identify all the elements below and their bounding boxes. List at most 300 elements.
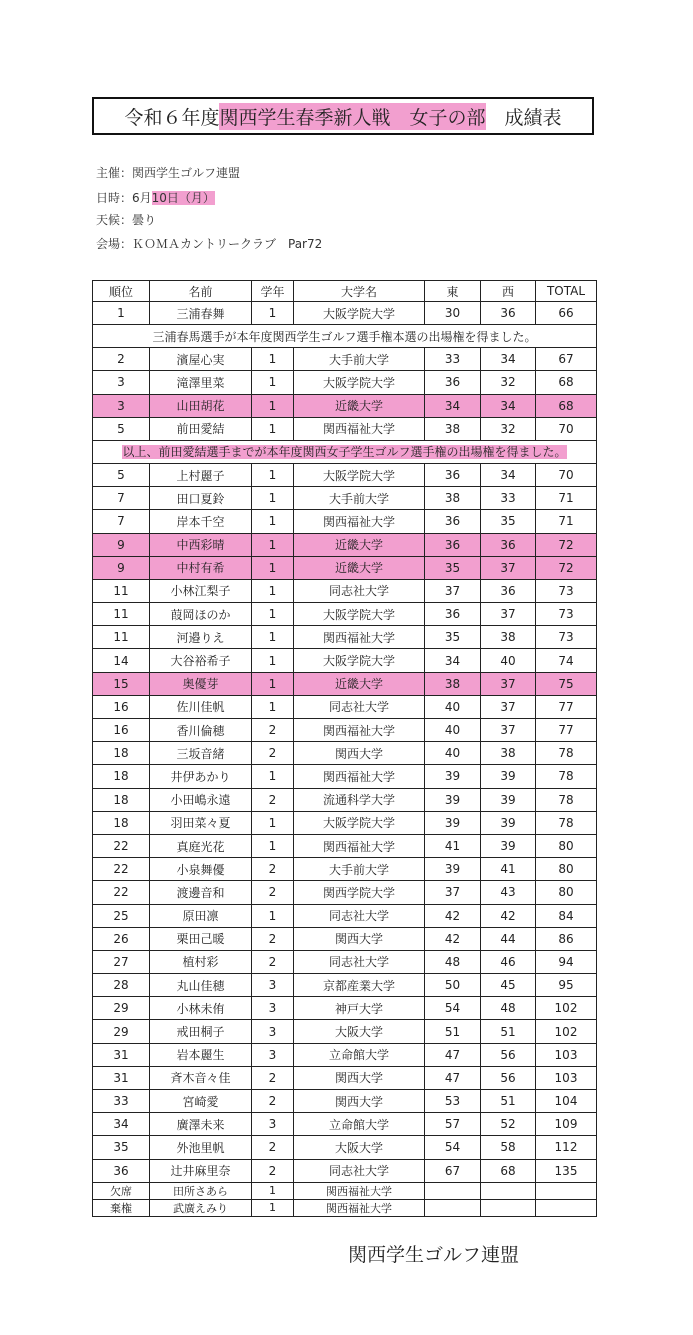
table-cell: 39 [425, 765, 481, 788]
table-row [93, 834, 597, 857]
table-cell: 36 [425, 371, 481, 394]
table-cell: 77 [536, 695, 597, 718]
table-note-row [93, 325, 597, 348]
table-cell: 80 [536, 881, 597, 904]
table-cell: 1 [252, 904, 294, 927]
table-cell: 関西福祉大学 [294, 834, 425, 857]
table-cell: 52 [481, 1113, 536, 1136]
table-cell: 同志社大学 [294, 950, 425, 973]
table-cell: 27 [93, 950, 150, 973]
table-cell: 11 [93, 603, 150, 626]
table-cell: 14 [93, 649, 150, 672]
table-cell: 56 [481, 1043, 536, 1066]
table-cell: 38 [481, 742, 536, 765]
title-suffix: 成績表 [485, 106, 562, 129]
table-cell: 井伊あかり [150, 765, 252, 788]
table-cell: 80 [536, 858, 597, 881]
date-highlight: 10日（月） [151, 191, 215, 205]
table-cell: 3 [252, 1043, 294, 1066]
column-header: 東 [425, 281, 481, 302]
organizer: 主催：関西学生ゴルフ連盟 [96, 166, 241, 180]
table-cell: 103 [536, 1066, 597, 1089]
table-cell: 48 [425, 950, 481, 973]
table-cell: 56 [481, 1066, 536, 1089]
table-row [93, 788, 597, 811]
table-cell: 37 [481, 672, 536, 695]
table-cell: 37 [481, 556, 536, 579]
table-cell: 28 [93, 974, 150, 997]
table-row [93, 1020, 597, 1043]
table-cell: 戒田桐子 [150, 1020, 252, 1043]
table-cell: 2 [252, 858, 294, 881]
table-cell: 78 [536, 811, 597, 834]
table-cell: 30 [425, 302, 481, 325]
table-cell: 欠席 [93, 1182, 150, 1199]
table-row [93, 487, 597, 510]
table-cell: 73 [536, 626, 597, 649]
table-row [93, 1159, 597, 1182]
table-cell: 廣澤未来 [150, 1113, 252, 1136]
table-row [93, 695, 597, 718]
table-cell: 43 [481, 881, 536, 904]
table-cell: 斉木音々佳 [150, 1066, 252, 1089]
table-cell: 立命館大学 [294, 1113, 425, 1136]
table-cell: 71 [536, 510, 597, 533]
table-cell: 小林江梨子 [150, 579, 252, 602]
table-cell: 2 [252, 950, 294, 973]
table-cell: 1 [252, 302, 294, 325]
table-cell: 流通科学大学 [294, 788, 425, 811]
table-cell: 54 [425, 997, 481, 1020]
table-cell: 田口夏鈴 [150, 487, 252, 510]
table-row [93, 1182, 597, 1199]
table-cell: 15 [93, 672, 150, 695]
table-row [93, 1113, 597, 1136]
note-text: 以上、前田愛結選手までが本年度関西女子学生ゴルフ選手権の出場権を得ました。 [122, 445, 567, 460]
table-row [93, 556, 597, 579]
date-prefix: 日時：6月 [96, 191, 152, 205]
table-cell: 40 [425, 742, 481, 765]
table-cell: 31 [93, 1043, 150, 1066]
table-cell: 34 [425, 649, 481, 672]
table-row [93, 719, 597, 742]
table-cell: 33 [425, 348, 481, 371]
table-cell [481, 1182, 536, 1199]
table-cell: 103 [536, 1043, 597, 1066]
table-cell: 5 [93, 463, 150, 486]
table-header [93, 281, 597, 302]
table-cell: 18 [93, 742, 150, 765]
table-cell: 95 [536, 974, 597, 997]
table-cell: 同志社大学 [294, 904, 425, 927]
table-cell: 関西大学 [294, 927, 425, 950]
note-cell [93, 325, 597, 348]
table-cell: 葭岡ほのか [150, 603, 252, 626]
table-cell: 羽田菜々夏 [150, 811, 252, 834]
table-cell: 67 [536, 348, 597, 371]
table-cell: 67 [425, 1159, 481, 1182]
table-cell: 1 [93, 302, 150, 325]
table-row [93, 881, 597, 904]
table-cell: 34 [481, 394, 536, 417]
table-cell [425, 1199, 481, 1216]
table-cell: 94 [536, 950, 597, 973]
table-cell: 42 [481, 904, 536, 927]
table-cell: 39 [481, 834, 536, 857]
table-cell: 36 [425, 510, 481, 533]
table-cell: 11 [93, 626, 150, 649]
table-cell: 大阪学院大学 [294, 811, 425, 834]
table-cell: 37 [481, 695, 536, 718]
table-cell: 3 [93, 371, 150, 394]
table-cell: 近畿大学 [294, 672, 425, 695]
column-header: 名前 [150, 281, 252, 302]
table-cell: 立命館大学 [294, 1043, 425, 1066]
table-cell: 48 [481, 997, 536, 1020]
table-row [93, 1136, 597, 1159]
table-row [93, 1199, 597, 1216]
table-cell: 大阪大学 [294, 1136, 425, 1159]
table-cell: 109 [536, 1113, 597, 1136]
table-cell: 54 [425, 1136, 481, 1159]
table-cell: 7 [93, 487, 150, 510]
table-cell: 86 [536, 927, 597, 950]
table-cell: 大阪学院大学 [294, 302, 425, 325]
table-cell: 1 [252, 579, 294, 602]
title-highlight: 関西学生春季新人戦 女子の部 [219, 103, 485, 130]
table-cell: 39 [481, 811, 536, 834]
table-cell: 大阪学院大学 [294, 603, 425, 626]
table-cell: 29 [93, 997, 150, 1020]
table-cell: 原田凛 [150, 904, 252, 927]
table-cell: 37 [481, 603, 536, 626]
table-cell: 植村彩 [150, 950, 252, 973]
table-cell: 71 [536, 487, 597, 510]
table-cell: 36 [425, 463, 481, 486]
footer-organizer: 関西学生ゴルフ連盟 [348, 1244, 520, 1266]
table-cell: 46 [481, 950, 536, 973]
table-cell: 38 [425, 672, 481, 695]
table-cell: 近畿大学 [294, 394, 425, 417]
table-row [93, 510, 597, 533]
table-cell: 1 [252, 695, 294, 718]
table-cell: 河邉りえ [150, 626, 252, 649]
table-cell: 70 [536, 417, 597, 440]
table-cell: 関西大学 [294, 1066, 425, 1089]
table-cell: 9 [93, 533, 150, 556]
table-cell: 34 [481, 463, 536, 486]
table-cell: 1 [252, 394, 294, 417]
table-cell: 33 [481, 487, 536, 510]
table-cell: 50 [425, 974, 481, 997]
column-header: 西 [481, 281, 536, 302]
table-cell: 38 [425, 487, 481, 510]
table-cell: 田所さあら [150, 1182, 252, 1199]
table-cell: 70 [536, 463, 597, 486]
table-cell: 山田胡花 [150, 394, 252, 417]
table-cell: 25 [93, 904, 150, 927]
table-cell: 16 [93, 695, 150, 718]
table-cell: 112 [536, 1136, 597, 1159]
table-cell: 1 [252, 556, 294, 579]
table-cell: 真庭光花 [150, 834, 252, 857]
table-row [93, 1043, 597, 1066]
table-cell: 大手前大学 [294, 487, 425, 510]
weather: 天候：曇り [96, 213, 157, 227]
table-cell: 18 [93, 811, 150, 834]
table-cell: 34 [481, 348, 536, 371]
table-cell: 22 [93, 881, 150, 904]
table-cell: 関西福祉大学 [294, 719, 425, 742]
table-row [93, 394, 597, 417]
table-cell: 7 [93, 510, 150, 533]
table-row [93, 579, 597, 602]
table-cell: 関西福祉大学 [294, 417, 425, 440]
table-cell: 45 [481, 974, 536, 997]
table-cell: 102 [536, 1020, 597, 1043]
table-cell: 佐川佳帆 [150, 695, 252, 718]
table-cell: 36 [481, 533, 536, 556]
table-cell: 41 [481, 858, 536, 881]
table-cell: 大手前大学 [294, 858, 425, 881]
table-cell: 2 [252, 1136, 294, 1159]
table-cell: 滝澤里菜 [150, 371, 252, 394]
table-cell: 香川倫穂 [150, 719, 252, 742]
table-row [93, 927, 597, 950]
table-cell: 22 [93, 858, 150, 881]
table-cell: 3 [252, 997, 294, 1020]
table-cell [536, 1182, 597, 1199]
table-row [93, 417, 597, 440]
table-cell: 中村有希 [150, 556, 252, 579]
table-cell: 58 [481, 1136, 536, 1159]
column-header: TOTAL [536, 281, 597, 302]
table-cell: 2 [252, 881, 294, 904]
table-cell: 前田愛結 [150, 417, 252, 440]
table-cell: 35 [425, 556, 481, 579]
table-cell: 関西大学 [294, 1090, 425, 1113]
table-cell [481, 1199, 536, 1216]
table-cell: 棄権 [93, 1199, 150, 1216]
table-cell: 大谷裕希子 [150, 649, 252, 672]
note-cell [93, 440, 597, 463]
table-cell: 80 [536, 834, 597, 857]
title-prefix: 令和６年度 [124, 106, 220, 129]
table-cell: 辻井麻里奈 [150, 1159, 252, 1182]
table-cell: 18 [93, 765, 150, 788]
table-cell: 41 [425, 834, 481, 857]
table-cell: 神戸大学 [294, 997, 425, 1020]
table-cell: 1 [252, 533, 294, 556]
table-cell: 宮崎愛 [150, 1090, 252, 1113]
table-cell: 42 [425, 927, 481, 950]
table-cell: 102 [536, 997, 597, 1020]
table-cell: 32 [481, 371, 536, 394]
table-cell: 72 [536, 556, 597, 579]
table-cell: 近畿大学 [294, 533, 425, 556]
table-cell: 大手前大学 [294, 348, 425, 371]
table-cell: 同志社大学 [294, 695, 425, 718]
table-cell: 36 [93, 1159, 150, 1182]
table-cell: 39 [425, 858, 481, 881]
table-cell: 34 [425, 394, 481, 417]
page-title [92, 97, 594, 135]
table-cell: 44 [481, 927, 536, 950]
table-cell: 小泉舞優 [150, 858, 252, 881]
table-cell: 大阪大学 [294, 1020, 425, 1043]
table-cell: 関西福祉大学 [294, 510, 425, 533]
table-cell: 68 [481, 1159, 536, 1182]
table-cell: 武廣えみり [150, 1199, 252, 1216]
table-cell: 同志社大学 [294, 1159, 425, 1182]
table-cell: 53 [425, 1090, 481, 1113]
table-cell: 丸山佳穂 [150, 974, 252, 997]
table-cell: 3 [252, 1020, 294, 1043]
table-cell: 36 [481, 302, 536, 325]
table-cell: 関西福祉大学 [294, 1182, 425, 1199]
table-note-row [93, 440, 597, 463]
table-cell: 2 [93, 348, 150, 371]
table-cell: 1 [252, 348, 294, 371]
table-cell: 9 [93, 556, 150, 579]
table-row [93, 997, 597, 1020]
table-cell: 1 [252, 1182, 294, 1199]
table-cell: 47 [425, 1043, 481, 1066]
table-cell: 42 [425, 904, 481, 927]
table-cell: 34 [93, 1113, 150, 1136]
table-row [93, 463, 597, 486]
table-cell: 1 [252, 626, 294, 649]
table-cell: 40 [425, 695, 481, 718]
table-cell: 2 [252, 1066, 294, 1089]
table-cell: 74 [536, 649, 597, 672]
table-cell: 三浦春舞 [150, 302, 252, 325]
table-cell: 73 [536, 579, 597, 602]
table-cell: 上村麗子 [150, 463, 252, 486]
table-cell: 外池里帆 [150, 1136, 252, 1159]
table-cell: 京都産業大学 [294, 974, 425, 997]
table-cell: 1 [252, 811, 294, 834]
table-cell: 1 [252, 417, 294, 440]
table-cell: 1 [252, 603, 294, 626]
table-cell: 37 [425, 579, 481, 602]
table-cell: 35 [93, 1136, 150, 1159]
table-cell: 岩本麗生 [150, 1043, 252, 1066]
table-row [93, 672, 597, 695]
column-header: 大学名 [294, 281, 425, 302]
note-text: 三浦春馬選手が本年度関西学生ゴルフ選手権本選の出場権を得ました。 [152, 329, 537, 344]
table-cell: 51 [481, 1090, 536, 1113]
table-cell: 3 [93, 394, 150, 417]
table-cell: 関西福祉大学 [294, 626, 425, 649]
table-cell: 84 [536, 904, 597, 927]
table-row [93, 742, 597, 765]
table-cell: 78 [536, 765, 597, 788]
table-row [93, 765, 597, 788]
table-row [93, 649, 597, 672]
table-cell: 31 [93, 1066, 150, 1089]
table-cell: 1 [252, 371, 294, 394]
table-cell: 78 [536, 788, 597, 811]
table-cell: 1 [252, 672, 294, 695]
table-cell: 5 [93, 417, 150, 440]
table-cell: 1 [252, 1199, 294, 1216]
table-cell: 68 [536, 394, 597, 417]
table-cell: 78 [536, 742, 597, 765]
table-cell: 三坂音緒 [150, 742, 252, 765]
table-cell: 51 [481, 1020, 536, 1043]
table-cell: 2 [252, 1159, 294, 1182]
table-cell: 104 [536, 1090, 597, 1113]
table-cell: 37 [481, 719, 536, 742]
table-cell: 大阪学院大学 [294, 463, 425, 486]
table-row [93, 904, 597, 927]
table-cell: 1 [252, 487, 294, 510]
table-cell: 57 [425, 1113, 481, 1136]
column-header: 順位 [93, 281, 150, 302]
table-cell: 栗田己暖 [150, 927, 252, 950]
table-row [93, 1090, 597, 1113]
table-cell: 2 [252, 1090, 294, 1113]
table-cell: 近畿大学 [294, 556, 425, 579]
table-cell: 2 [252, 719, 294, 742]
table-cell: 40 [425, 719, 481, 742]
table-cell: 38 [425, 417, 481, 440]
table-cell: 1 [252, 510, 294, 533]
table-row [93, 348, 597, 371]
table-cell: 小林未侑 [150, 997, 252, 1020]
table-row [93, 603, 597, 626]
table-cell: 77 [536, 719, 597, 742]
table-cell: 47 [425, 1066, 481, 1089]
table-cell: 濱屋心実 [150, 348, 252, 371]
table-cell: 小田嶋永遠 [150, 788, 252, 811]
table-cell: 32 [481, 417, 536, 440]
table-cell: 36 [425, 603, 481, 626]
table-cell: 岸本千空 [150, 510, 252, 533]
table-cell: 2 [252, 742, 294, 765]
table-cell: 36 [425, 533, 481, 556]
table-cell: 1 [252, 463, 294, 486]
table-cell: 51 [425, 1020, 481, 1043]
table-cell: 35 [425, 626, 481, 649]
table-cell: 16 [93, 719, 150, 742]
table-cell: 72 [536, 533, 597, 556]
table-cell: 関西学院大学 [294, 881, 425, 904]
table-cell: 関西福祉大学 [294, 765, 425, 788]
table-row [93, 302, 597, 325]
table-cell: 37 [425, 881, 481, 904]
table-row [93, 974, 597, 997]
table-cell: 75 [536, 672, 597, 695]
results-table [92, 280, 597, 1217]
table-cell: 29 [93, 1020, 150, 1043]
table-cell: 38 [481, 626, 536, 649]
table-cell: 中西彩晴 [150, 533, 252, 556]
date [96, 189, 215, 206]
table-cell: 39 [481, 788, 536, 811]
table-cell: 73 [536, 603, 597, 626]
venue: 会場：ＫＯＭＡカントリークラブ Par72 [96, 237, 323, 251]
table-row [93, 950, 597, 973]
table-cell: 関西大学 [294, 742, 425, 765]
table-cell [425, 1182, 481, 1199]
column-header: 学年 [252, 281, 294, 302]
table-cell: 39 [481, 765, 536, 788]
table-cell: 大阪学院大学 [294, 649, 425, 672]
table-cell: 18 [93, 788, 150, 811]
table-cell: 35 [481, 510, 536, 533]
